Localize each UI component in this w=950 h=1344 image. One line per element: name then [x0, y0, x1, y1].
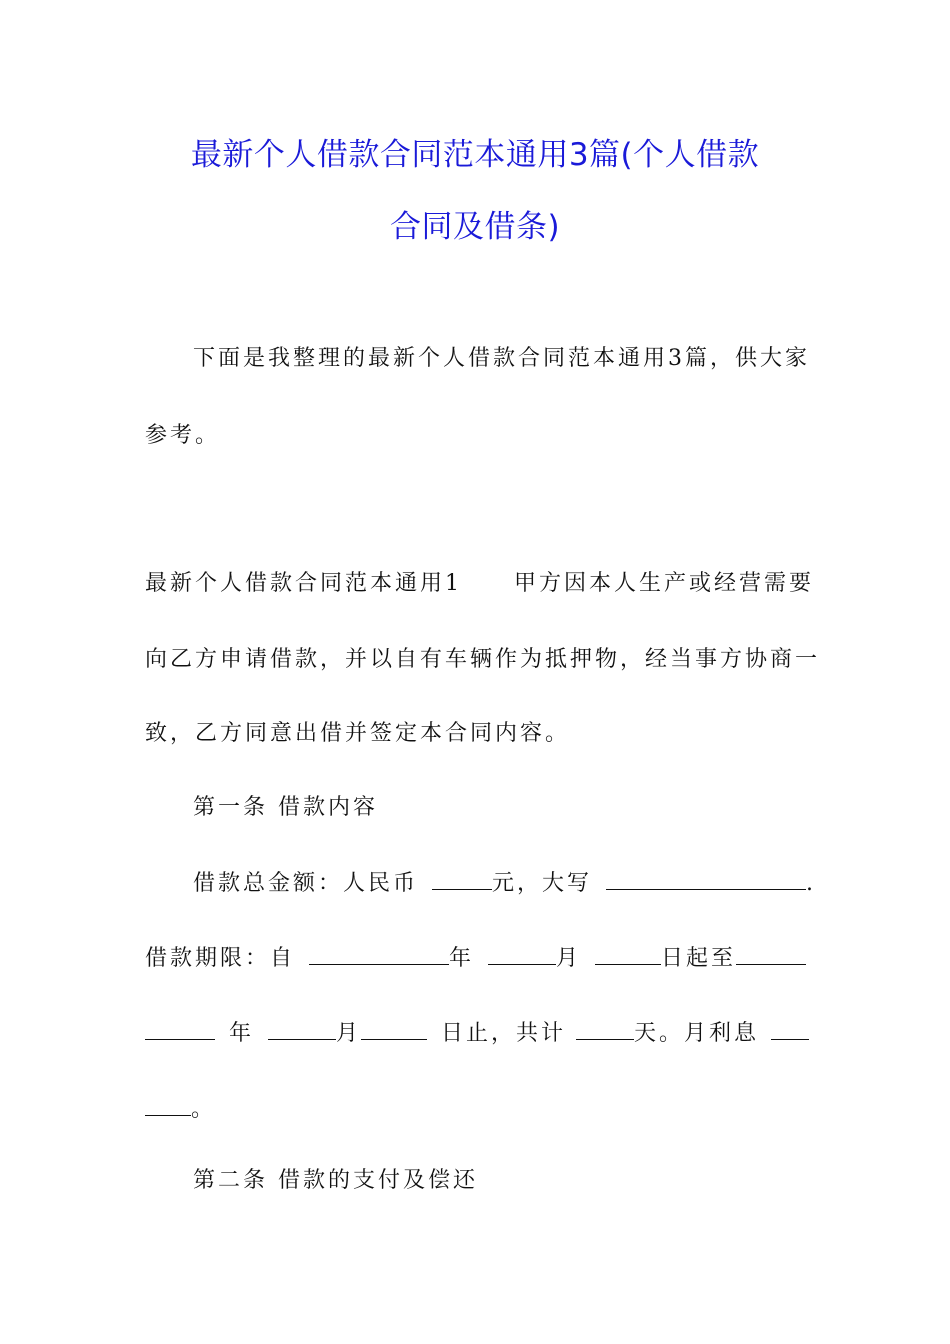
end-year-blank [145, 1021, 215, 1040]
end-month-unit: 月 [336, 1021, 362, 1046]
days-interest-text: 天。月利息 [634, 1021, 760, 1046]
start-month-blank [488, 946, 556, 965]
amount-in-words-blank [606, 871, 806, 890]
intro-paragraph-line-1: 下面是我整理的最新个人借款合同范本通用3篇，供大家 [193, 346, 810, 371]
loan-term-label: 借款期限：自 [145, 946, 296, 971]
year-unit: 年 [449, 946, 475, 971]
month-unit: 月 [556, 946, 582, 971]
contract-1-paragraph-line-3: 致，乙方同意出借并签定本合同内容。 [145, 721, 571, 746]
loan-amount-line [193, 871, 858, 895]
contract-1-paragraph-line-1 [145, 571, 815, 596]
loan-term-line-1 [145, 946, 810, 970]
end-year-blank-start [736, 946, 806, 965]
document-title-line-1: 最新个人借款合同范本通用3篇(个人借款 [190, 137, 760, 173]
start-day-blank [595, 946, 661, 965]
day-from-text: 日起至 [661, 946, 737, 971]
contract-1-heading: 最新个人借款合同范本通用1 [145, 571, 462, 596]
loan-term-line-2 [145, 1021, 810, 1045]
intro-paragraph-line-2: 参考。 [145, 423, 221, 448]
monthly-interest-blank [145, 1097, 191, 1116]
contract-1-paragraph-line-2: 向乙方申请借款，并以自有车辆作为抵押物，经当事方协商一 [145, 647, 821, 672]
amount-unit: 元，大写 [492, 871, 593, 896]
end-mark: 。 [191, 1097, 217, 1122]
amount-blank [432, 871, 492, 890]
loan-amount-label: 借款总金额：人民币 [193, 871, 419, 896]
monthly-interest-blank-start [771, 1021, 809, 1040]
article-1-heading: 第一条 借款内容 [193, 795, 378, 820]
end-day-blank [361, 1021, 427, 1040]
end-month-blank [268, 1021, 336, 1040]
total-days-blank [576, 1021, 634, 1040]
day-until-text: 日止，共计 [441, 1021, 567, 1046]
end-year-unit: 年 [229, 1021, 255, 1046]
document-title-line-2: 合同及借条) [389, 209, 561, 245]
contract-1-text: 甲方因本人生产或经营需要 [514, 571, 815, 596]
article-2-heading: 第二条 借款的支付及偿还 [193, 1168, 478, 1193]
loan-term-line-3 [145, 1097, 810, 1121]
start-year-blank [309, 946, 449, 965]
amount-end-mark: . [806, 871, 817, 896]
